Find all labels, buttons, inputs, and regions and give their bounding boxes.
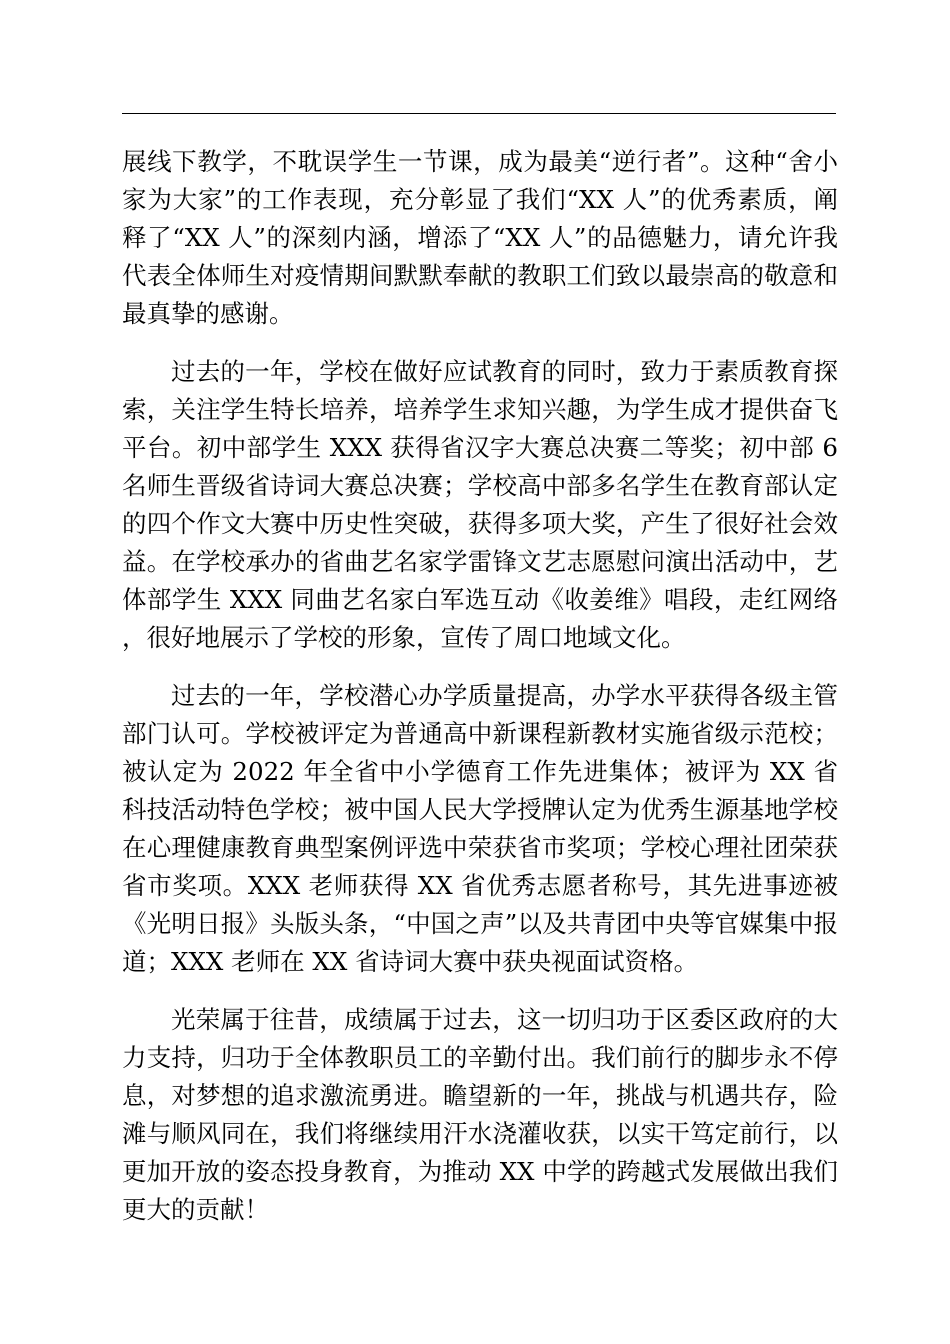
paragraph-quality-education: 过去的一年，学校在做好应试教育的同时，致力于素质教育探索，关注学生特长培养，培养学生求知兴趣，为学生成才提供奋飞平台。初中部学生 XXX 获得省汉字大赛总决赛二等奖；初中部 6 名师生晋级省诗词大赛总决赛；学校高中部多名学生在教育部认定的四个作文大赛中历史性突破，获得多项大奖，产生了很好社会效益。在学校承办的省曲艺名家学雷锋文艺志愿慰问演出活动中，艺体部学生 XXX 同曲艺名家白军选互动《收姜维》唱段，走红网络，很好地展示了学校的形象，宣传了周口地域文化。 — [122, 357, 838, 652]
paragraph-continued: 展线下教学，不耽误学生一节课，成为最美“逆行者”。这种“舍小家为大家”的工作表现，充分彰显了我们“XX 人”的优秀素质，阐释了“XX 人”的深刻内涵，增添了“XX 人”的品德魅力，请允许我代表全体师生对疫情期间默默奉献的教职工们致以最崇高的敬意和最真挚的感谢。 — [122, 147, 838, 328]
paragraph-school-honors: 过去的一年，学校潜心办学质量提高，办学水平获得各级主管部门认可。学校被评定为普通高中新课程新教材实施省级示范校；被认定为 2022 年全省中小学德育工作先进集体；被评为 XX 省科技活动特色学校；被中国人民大学授牌认定为优秀生源基地学校在心理健康教育典型案例评选中荣获省市奖项；学校心理社团荣获省市奖项。XXX 老师获得 XX 省优秀志愿者称号，其先进事迹被《光明日报》头版头条，“中国之声”以及共青团中央等官媒集中报道；XXX 老师在 XX 省诗词大赛中获央视面试资格。 — [122, 681, 838, 976]
header-rule — [122, 113, 836, 114]
paragraph-closing: 光荣属于往昔，成绩属于过去，这一切归功于区委区政府的大力支持，归功于全体教职员工的辛勤付出。我们前行的脚步永不停息，对梦想的追求激流勇进。瞻望新的一年，挑战与机遇共存，险滩与顺风同在，我们将继续用汗水浇灌收获，以实干笃定前行，以更加开放的姿态投身教育，为推动 XX 中学的跨越式发展做出我们更大的贡献！ — [122, 1005, 838, 1224]
document-body — [122, 143, 838, 1249]
